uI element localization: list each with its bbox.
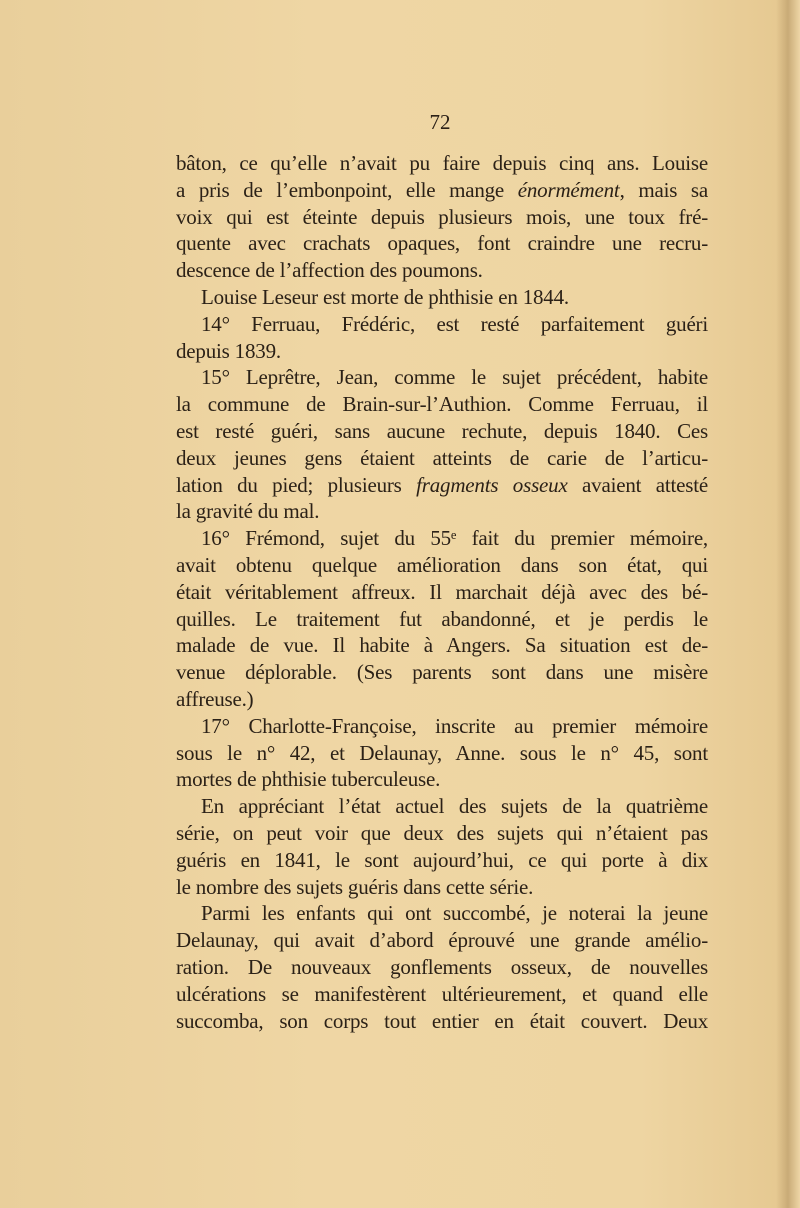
text-segment: avait obtenu quelque amélioration dans son état, qui [176,552,708,577]
text-line [176,284,708,311]
text-line [176,900,708,927]
text-line [176,391,708,418]
text-segment: quilles. Le traitement fut abandonné, et je perdis le [176,606,708,631]
text-line [176,1008,708,1035]
text-line [176,927,708,954]
text-segment: était véritablement affreux. Il marchait déjà avec des bé- [176,579,708,604]
text-line [176,954,708,981]
text-segment: est resté guéri, sans aucune rechute, depuis 1840. Ces [176,418,708,443]
text-line [176,981,708,1008]
text-line [176,632,708,659]
text-segment: ration. De nouveaux gonflements osseux, de nouvelles [176,954,708,979]
text-line [176,552,708,579]
text-segment: a pris de l’embonpoint, elle mange [176,177,518,202]
text-line [176,847,708,874]
text-line [176,338,708,365]
text-line [176,579,708,606]
text-segment: malade de vue. Il habite à Angers. Sa situation est de- [176,633,708,658]
text-segment: série, on peut voir que deux des sujets qui n’étaient pas [176,820,708,845]
text-segment: Louise Leseur est morte de phthisie en 1844. [201,284,569,309]
text-line [176,686,708,713]
text-segment: le nombre des sujets guéris dans cette série. [176,874,534,899]
text-line [176,820,708,847]
text-segment: bâton, ce qu’elle n’avait pu faire depuis cinq ans. Louise [176,151,708,175]
text-line [176,364,708,391]
text-segment: descence de l’affection des poumons. [176,258,483,283]
text-line [176,525,708,552]
text-segment: mortes de phthisie tuberculeuse. [176,767,441,792]
text-line [176,472,708,499]
text-segment: Parmi les enfants qui ont succombé, je noterai la jeune [201,901,708,926]
text-line [176,418,708,445]
text-segment: 17° Charlotte-Françoise, inscrite au premier mémoire [201,713,708,738]
text-segment: sous le n° 42, et Delaunay, Anne. sous le n° 45, sont [176,740,708,765]
text-line [176,150,708,177]
text-line [176,766,708,793]
text-line [176,659,708,686]
text-line [176,740,708,767]
text-segment: lation du pied; plusieurs [176,472,417,497]
text-segment: ulcérations se manifestèrent ultérieurement, et quand elle [176,981,708,1006]
text-segment: 14° Ferruau, Frédéric, est resté parfaitement guéri [201,311,708,336]
text-segment: succomba, son corps tout entier en était couvert. Deux [176,1008,708,1033]
text-segment: venue déplorable. (Ses parents sont dans une misère [176,660,708,685]
text-line [176,713,708,740]
text-segment: la gravité du mal. [176,499,320,524]
text-segment: 15° Leprêtre, Jean, comme le sujet précédent, habite [201,365,708,390]
text-segment: Delaunay, qui avait d’abord éprouvé une grande amélio- [176,928,708,953]
text-line [176,874,708,901]
text-line [176,311,708,338]
body-text [176,150,708,1034]
text-line [176,230,708,257]
text-segment: 16° Frémond, sujet du 55ᵉ fait du premier mémoire, [201,526,708,551]
italic-text: énormément [517,177,620,202]
text-line [176,445,708,472]
text-segment: En appréciant l’état actuel des sujets de la quatrième [201,794,708,819]
text-segment: affreuse.) [176,686,254,711]
page-number: 72 [429,110,451,134]
text-line [176,498,708,525]
text-segment: la commune de Brain-sur-l’Authion. Comme Ferruau, il [176,392,708,417]
text-segment: avaient attesté [567,472,708,497]
text-segment: depuis 1839. [176,338,281,363]
text-line [176,204,708,231]
text-segment: voix qui est éteinte depuis plusieurs mois, une toux fré- [176,204,708,229]
text-segment: , mais sa [619,177,708,202]
text-line [176,177,708,204]
text-line [176,606,708,633]
text-segment: deux jeunes gens étaient atteints de carie de l’articu- [176,445,708,470]
text-segment: guéris en 1841, le sont aujourd’hui, ce qui porte à dix [176,847,708,872]
text-line [176,257,708,284]
text-segment: quente avec crachats opaques, font craindre une recru- [176,231,708,256]
italic-text: fragments osseux [416,472,568,497]
text-line [176,793,708,820]
